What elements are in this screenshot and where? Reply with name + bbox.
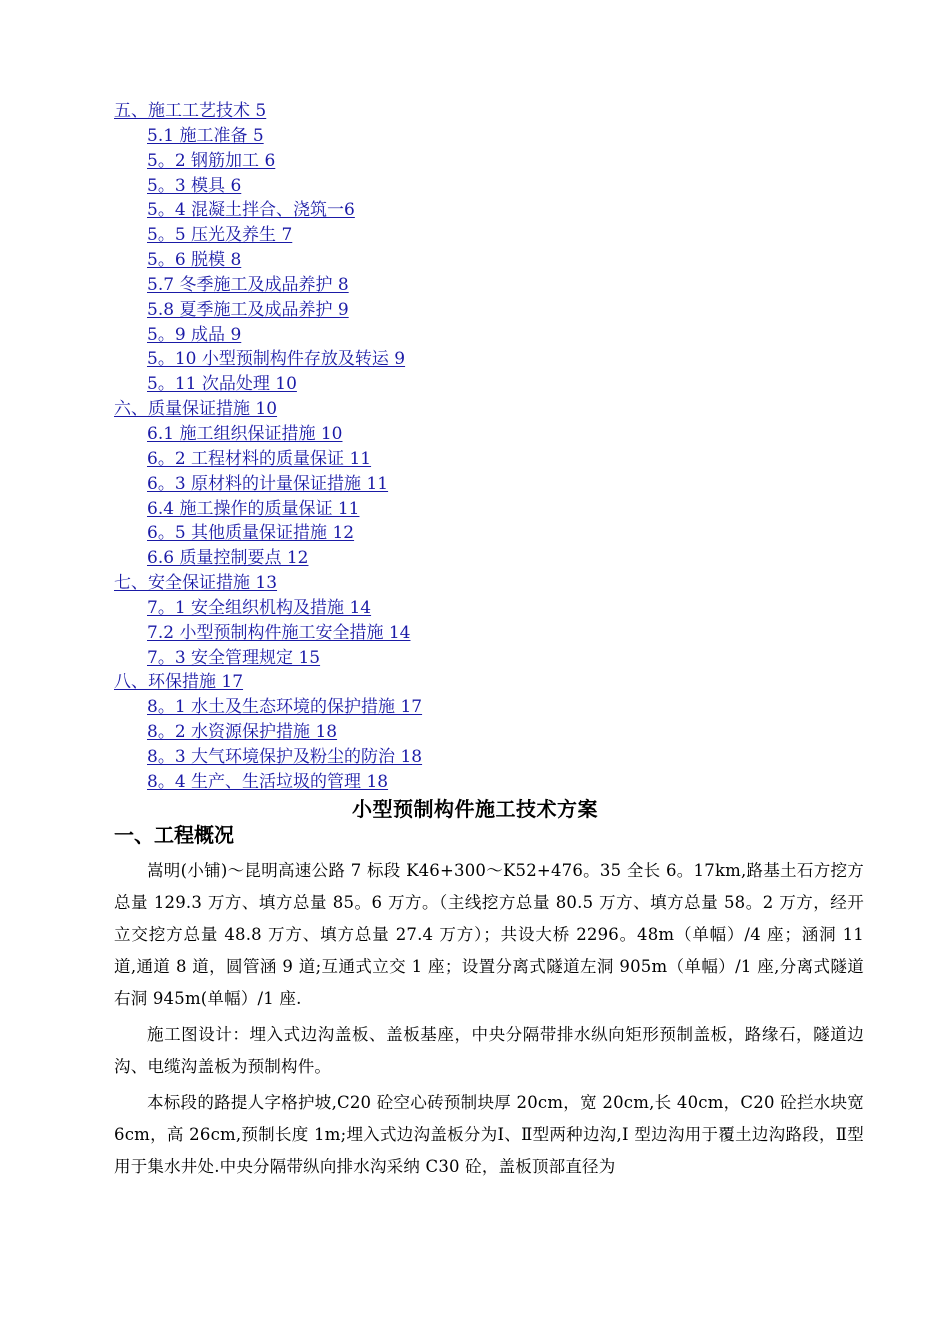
toc-item[interactable] [114,174,874,199]
toc-item[interactable] [114,571,874,596]
toc-link[interactable]: 8。2 水资源保护措施 18 [147,722,338,743]
paragraph: 本标段的路提人字格护坡,C20 砼空心砖预制块厚 20cm，宽 20cm,长 40cm，C20 砼拦水块宽 6cm，高 26cm,预制长度 1m;埋入式边沟盖板分为Ⅰ、Ⅱ型两种边沟,Ⅰ 型边沟用于覆土边沟路段，Ⅱ型用于集水井处.中央分隔带纵向排水沟采纳 C30 砼，盖板顶部直径为 [114,1093,864,1176]
toc-link[interactable]: 7。1 安全组织机构及措施 14 [147,597,372,618]
toc-link[interactable]: 8。4 生产、生活垃圾的管理 18 [147,771,389,792]
toc-item[interactable] [114,447,874,472]
toc-link[interactable]: 5。5 压光及养生 7 [147,225,293,246]
toc-item[interactable] [114,546,874,571]
toc-item[interactable] [114,124,874,149]
toc-link[interactable]: 6.6 质量控制要点 12 [147,548,309,569]
toc-link[interactable]: 5。2 钢筋加工 6 [147,150,276,171]
toc-link[interactable]: 八、环保措施 17 [114,672,244,693]
toc-link[interactable]: 8。1 水土及生态环境的保护措施 17 [147,697,423,718]
toc-item[interactable] [114,596,874,621]
toc-link[interactable]: 六、质量保证措施 10 [114,399,278,420]
section-heading: 一、工程概况 [114,823,234,847]
toc-link[interactable]: 七、安全保证措施 13 [114,573,278,594]
toc-item[interactable] [114,720,874,745]
document-title: 小型预制构件施工技术方案 [352,797,598,821]
toc-item[interactable] [114,347,874,372]
toc-link[interactable]: 5.7 冬季施工及成品养护 8 [147,274,349,295]
toc-item[interactable] [114,497,874,522]
toc-item[interactable] [114,621,874,646]
toc-item[interactable] [114,323,874,348]
toc-link[interactable]: 5。9 成品 9 [147,324,242,345]
toc-item[interactable] [114,695,874,720]
toc-link[interactable]: 5。10 小型预制构件存放及转运 9 [147,349,406,370]
toc-item[interactable] [114,273,874,298]
toc-item[interactable] [114,670,874,695]
paragraph: 施工图设计：埋入式边沟盖板、盖板基座，中央分隔带排水纵向矩形预制盖板，路缘石，隧道边沟、电缆沟盖板为预制构件。 [114,1025,864,1076]
toc-item[interactable] [114,472,874,497]
toc-item[interactable] [114,521,874,546]
toc-item[interactable] [114,198,874,223]
toc-item[interactable] [114,99,874,124]
toc-link[interactable]: 6。5 其他质量保证措施 12 [147,523,355,544]
toc-link[interactable]: 8。3 大气环境保护及粉尘的防治 18 [147,746,423,767]
toc-link[interactable]: 五、施工工艺技术 5 [114,101,267,121]
toc-link[interactable]: 5。6 脱模 8 [147,250,242,271]
toc-link[interactable]: 6.4 施工操作的质量保证 11 [147,498,360,519]
toc-item[interactable] [114,372,874,397]
toc-link[interactable]: 6。3 原材料的计量保证措施 11 [147,473,389,494]
paragraph: 嵩明(小铺)～昆明高速公路 7 标段 K46+300～K52+476。35 全长 6。17km,路基土石方挖方总量 129.3 万方、填方总量 85。6 万方。（主线挖方总量 80.5 万方、填方总量 58。2 万方，经开立交挖方总量 48.8 万方、填方总量 27.4 万方）；共设大桥 2296。48m（单幅）/4 座；涵洞 11 道,通道 8 道，圆管涵 9 道;互通式立交 1 座；设置分离式隧道左洞 905m（单幅）/1 座,分离式隧道右洞 945m(单幅）/1 座. [114,861,864,1008]
toc-item[interactable] [114,646,874,671]
toc-link[interactable]: 5。11 次品处理 10 [147,374,297,395]
toc-item[interactable] [114,397,874,422]
toc-link[interactable]: 6。2 工程材料的质量保证 11 [147,448,372,469]
toc-item[interactable] [114,770,874,795]
toc-item[interactable] [114,223,874,248]
toc-item[interactable] [114,298,874,323]
toc-link[interactable]: 6.1 施工组织保证措施 10 [147,423,343,444]
toc-item[interactable] [114,745,874,770]
toc-link[interactable]: 5。3 模具 6 [147,175,242,196]
table-of-contents [114,99,874,795]
body-text [114,855,864,1187]
toc-link[interactable]: 7。3 安全管理规定 15 [147,647,321,668]
toc-link[interactable]: 5.1 施工准备 5 [147,125,264,146]
toc-item[interactable] [114,149,874,174]
toc-link[interactable]: 5。4 混凝土拌合、浇筑一6 [147,200,355,221]
toc-link[interactable]: 7.2 小型预制构件施工安全措施 14 [147,622,411,643]
toc-link[interactable]: 5.8 夏季施工及成品养护 9 [147,299,349,320]
toc-item[interactable] [114,248,874,273]
toc-item[interactable] [114,422,874,447]
